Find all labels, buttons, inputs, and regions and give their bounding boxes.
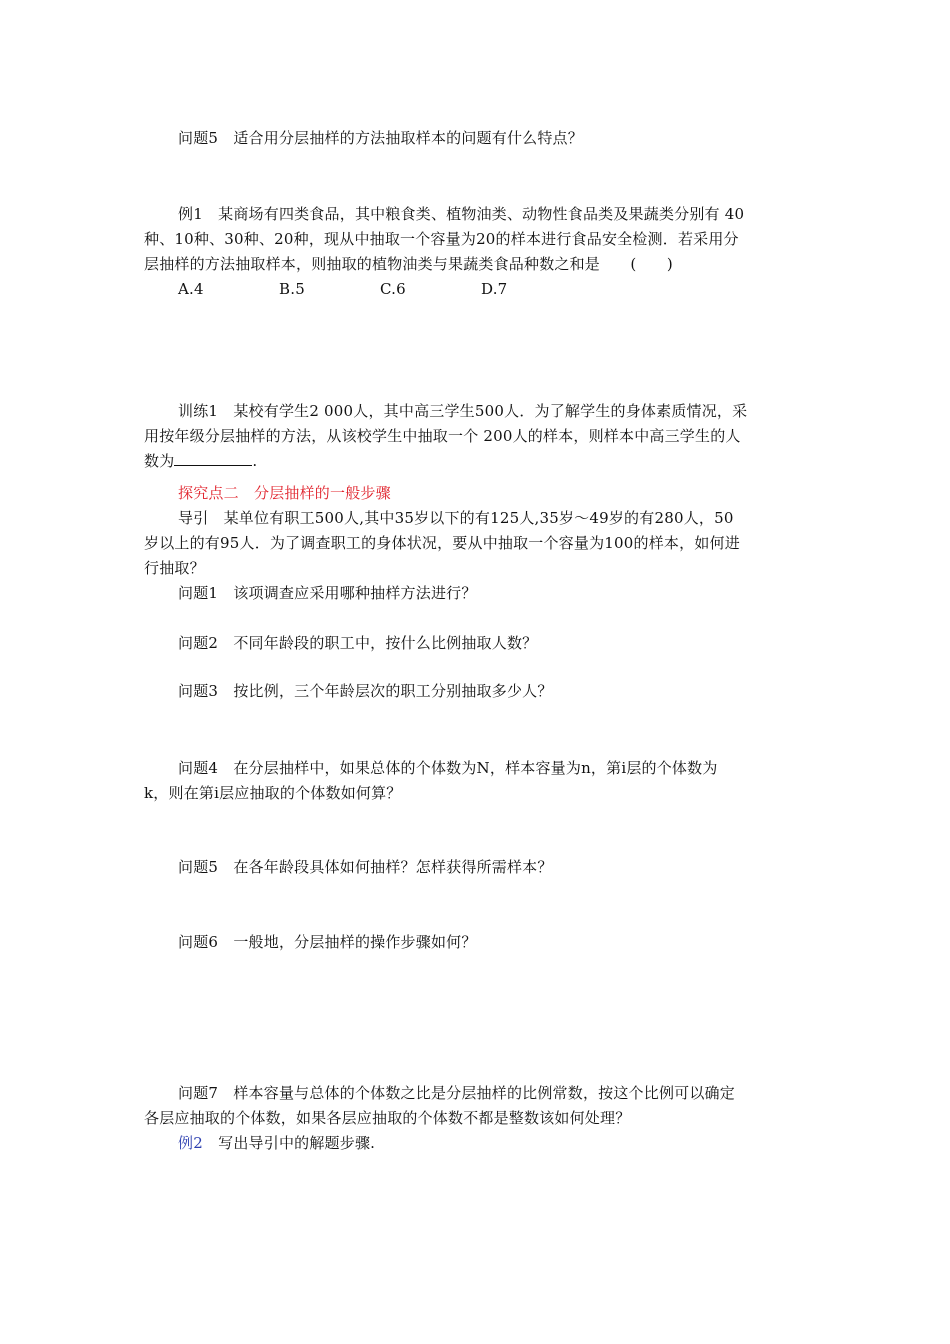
question-7-line-2: 各层应抽取的个体数，如果各层应抽取的个体数不都是整数该如何处理？ (144, 1109, 631, 1127)
answer-blank (174, 451, 252, 466)
question-3: 问题3 按比例，三个年龄层次的职工分别抽取多少人？ (178, 682, 553, 700)
question-6: 问题6 一般地，分层抽样的操作步骤如何？ (178, 933, 477, 951)
training-1-line-1: 训练1 某校有学生2 000人，其中高三学生500人．为了解学生的身体素质情况，采 (178, 402, 748, 420)
example-1-options (178, 279, 507, 299)
option-b: B.5 (279, 280, 305, 298)
question-4-line-2: k，则在第i层应抽取的个体数如何算？ (144, 784, 402, 802)
option-c: C.6 (380, 280, 406, 298)
training-1-suffix: . (252, 452, 258, 470)
question-2: 问题2 不同年龄段的职工中，按什么比例抽取人数？ (178, 634, 538, 652)
section-2-title: 探究点二 分层抽样的一般步骤 (178, 484, 391, 502)
example-1-line-3: 层抽样的方法抽取样本，则抽取的植物油类与果蔬类食品种数之和是 ( ) (144, 255, 673, 273)
training-1-prefix: 数为 (144, 452, 175, 470)
guide-line-2: 岁以上的有95人．为了调查职工的身体状况，要从中抽取一个容量为100的样本，如何进 (144, 534, 740, 552)
q5-top: 问题5 适合用分层抽样的方法抽取样本的问题有什么特点？ (178, 129, 583, 147)
example-2 (178, 1133, 375, 1153)
question-7-line-1: 问题7 样本容量与总体的个体数之比是分层抽样的比例常数，按这个比例可以确定 (178, 1084, 735, 1102)
example-1-line-2: 种、10种、30种、20种，现从中抽取一个容量为20的样本进行食品安全检测．若采用分 (144, 230, 739, 248)
guide-line-3: 行抽取？ (144, 559, 205, 577)
option-d: D.7 (481, 280, 508, 298)
question-5: 问题5 在各年龄段具体如何抽样？怎样获得所需样本？ (178, 858, 553, 876)
example-2-label: 例2 (178, 1134, 203, 1152)
question-1: 问题1 该项调查应采用哪种抽样方法进行？ (178, 584, 477, 602)
example-2-text: 写出导引中的解题步骤. (218, 1134, 376, 1152)
training-1-line-2: 用按年级分层抽样的方法，从该校学生中抽取一个 200人的样本，则样本中高三学生的人 (144, 427, 741, 445)
option-a: A.4 (178, 280, 204, 298)
guide-line-1: 导引 某单位有职工500人,其中35岁以下的有125人,35岁～49岁的有280人，50 (178, 509, 734, 527)
example-1-line-1: 例1 某商场有四类食品，其中粮食类、植物油类、动物性食品类及果蔬类分别有 40 (178, 205, 745, 223)
training-1-line-3 (144, 451, 257, 471)
question-4-line-1: 问题4 在分层抽样中，如果总体的个体数为N，样本容量为n，第i层的个体数为 (178, 759, 718, 777)
